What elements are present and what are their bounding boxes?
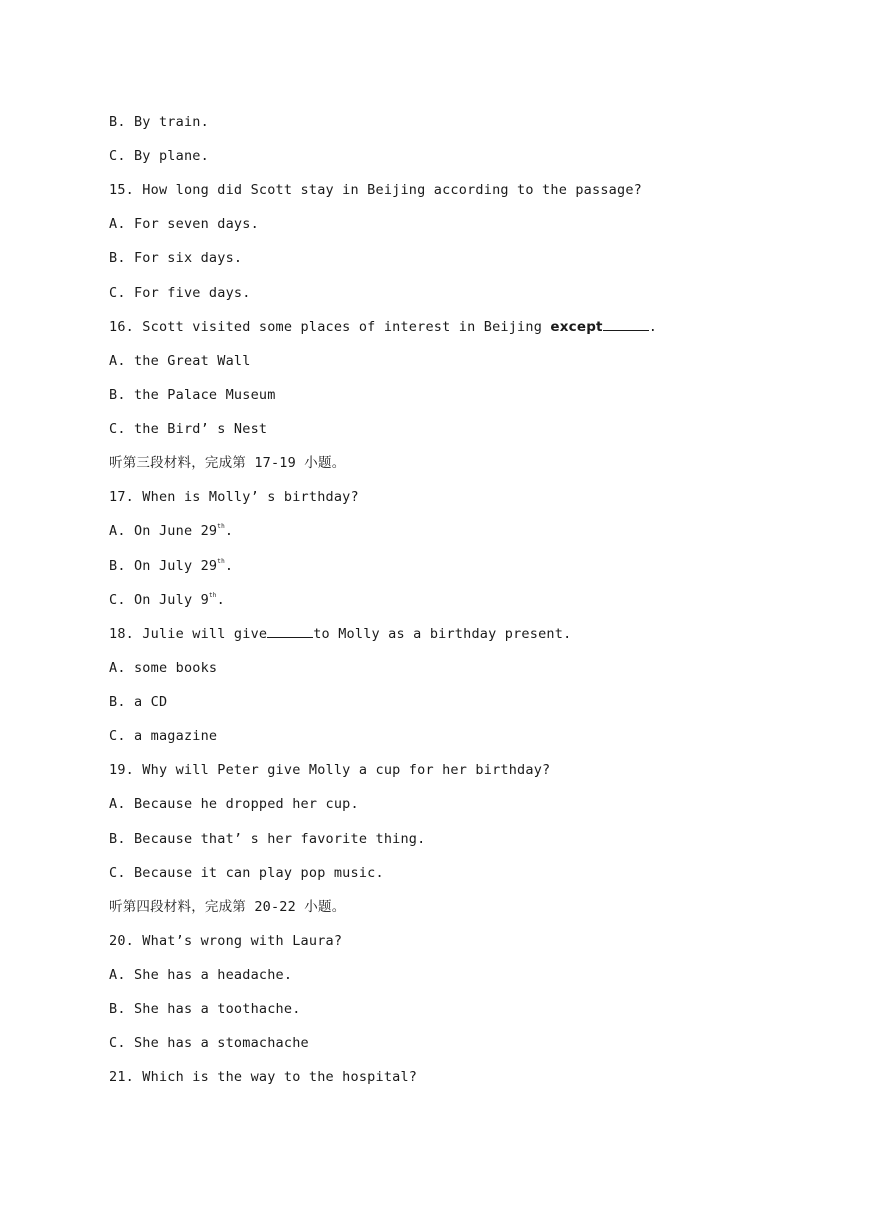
ordinal-suffix: th [217, 558, 225, 565]
q16-question [109, 318, 657, 336]
q19-option-b: B. Because that’ s her favorite thing. [109, 831, 426, 847]
section-3-heading: 听第三段材料，完成第 17-19 小题。 [109, 455, 346, 471]
period: . [224, 558, 234, 574]
q16-question-end: . [648, 319, 658, 335]
q16-option-c: C. the Bird’ s Nest [109, 421, 268, 437]
q21-question: 21. Which is the way to the hospital? [109, 1069, 418, 1085]
q20-option-a: A. She has a headache. [109, 967, 293, 983]
q15-question: 15. How long did Scott stay in Beijing according to the passage? [109, 182, 642, 198]
q16-emphasis: except [550, 319, 603, 335]
answer-blank [267, 625, 313, 638]
q19-option-c: C. Because it can play pop music. [109, 865, 384, 881]
q17-option-c-text: C. On July 9 [109, 592, 209, 608]
q18-option-c: C. a magazine [109, 728, 218, 744]
q18-question-end: to Molly as a birthday present. [313, 626, 572, 642]
q18-question [109, 625, 571, 643]
q17-option-b-text: B. On July 29 [109, 558, 218, 574]
q16-option-b: B. the Palace Museum [109, 387, 276, 403]
q15-option-c: C. For five days. [109, 285, 251, 301]
q17-option-b [109, 557, 233, 575]
section-4-heading: 听第四段材料，完成第 20-22 小题。 [109, 899, 346, 915]
q20-option-c: C. She has a stomachache [109, 1035, 309, 1051]
ordinal-suffix: th [217, 523, 225, 530]
q17-option-c [109, 591, 225, 609]
q17-option-a-text: A. On June 29 [109, 523, 218, 539]
answer-blank [603, 318, 649, 331]
ordinal-suffix: th [208, 592, 217, 599]
q18-option-a: A. some books [109, 660, 218, 676]
q17-question: 17. When is Molly’ s birthday? [109, 489, 359, 505]
q18-question-text: 18. Julie will give [109, 626, 268, 642]
q14-option-c: C. By plane. [109, 148, 209, 164]
q15-option-a: A. For seven days. [109, 216, 259, 232]
q20-option-b: B. She has a toothache. [109, 1001, 301, 1017]
period: . [224, 523, 234, 539]
q18-option-b: B. a CD [109, 694, 168, 710]
q15-option-b: B. For six days. [109, 250, 243, 266]
q16-option-a: A. the Great Wall [109, 353, 251, 369]
q19-question: 19. Why will Peter give Molly a cup for her birthday? [109, 762, 551, 778]
q19-option-a: A. Because he dropped her cup. [109, 796, 359, 812]
q16-question-text: 16. Scott visited some places of interest in Beijing [109, 319, 551, 335]
period: . [216, 592, 225, 608]
q14-option-b: B. By train. [109, 114, 209, 130]
q17-option-a [109, 522, 233, 540]
q20-question: 20. What’s wrong with Laura? [109, 933, 343, 949]
